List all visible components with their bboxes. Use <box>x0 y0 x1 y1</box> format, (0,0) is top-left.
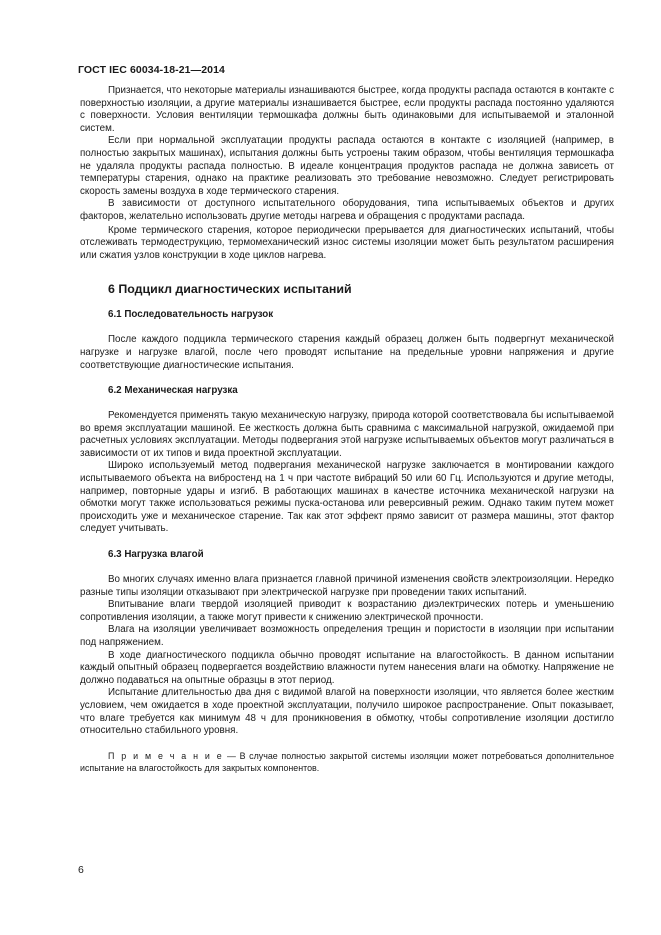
section-6-3-paragraph-5: Испытание длительностью два дня с видимой влагой на поверхности изоляции, что является более жестким условием, чем ожидается в ходе проектной эксплуатации, получило широкое распространение. Опыт показывает, что влаге требуется как минимум 48 ч для проникновения в обмотку, чтобы сопротивление изоляции достигло относительно стабильного уровня. <box>80 687 614 737</box>
page-number: 6 <box>78 864 84 876</box>
section-6-2-heading: 6.2 Механическая нагрузка <box>108 385 238 397</box>
intro-paragraph-2: Если при нормальной эксплуатации продукты распада остаются в контакте с изоляцией (например, в полностью закрытых машинах), испытания должны быть устроены таким образом, чтобы вентиляция термошкафа не удаляла продукты распада полностью. В идеале концентрация продуктов распада не должна зависеть от температуры старения, однако на практике реализовать это требование невозможно. Следует регистрировать скорость замены воздуха в ходе термического старения. <box>80 135 614 197</box>
section-6-3-paragraph-1: Во многих случаях именно влага признается главной причиной изменения свойств электроизоляции. Нередко разные типы изоляции отказывают при электрической нагрузке при проведении таких испытаний. <box>80 574 614 598</box>
section-6-1-heading: 6.1 Последовательность нагрузок <box>108 309 274 321</box>
intro-paragraph-1: Признается, что некоторые материалы изнашиваются быстрее, когда продукты распада остаются в контакте с поверхностью изоляции, а другие материалы изнашивается быстрее, если продукты распада постоянно удаляются с поверхности. Условия вентиляции термошкафа должны быть одинаковыми для испытываемой и эталонной систем. <box>80 85 614 134</box>
section-6-3-paragraph-2: Впитывание влаги твердой изоляцией приводит к возрастанию диэлектрических потерь и уменьшению сопротивления изоляции, а также могут привести к снижению электрической прочности. <box>80 599 614 623</box>
section-6-heading: 6 Подцикл диагностических испытаний <box>108 282 352 297</box>
section-6-1-paragraph-1: После каждого подцикла термического старения каждый образец должен быть подвергнут механической нагрузке и нагрузке влагой, после чего проводят испытание на предельные уровни напряжения и другие соответствующие диагностические испытания. <box>80 334 614 371</box>
section-6-3-heading: 6.3 Нагрузка влагой <box>108 549 204 561</box>
intro-paragraph-3: В зависимости от доступного испытательного оборудования, типа испытываемых объектов и других факторов, желательно использовать другие методы нагрева и обращения с продуктами распада. <box>80 198 614 222</box>
intro-paragraph-4: Кроме термического старения, которое периодически прерывается для диагностических испытаний, чтобы отслеживать термодеструкцию, термомеханический износ системы изоляции может быть результатом расширения или сжатия узлов конструкции в ходе циклов нагрева. <box>80 224 614 261</box>
section-6-2-paragraph-1: Рекомендуется применять такую механическую нагрузку, природа которой соответствовала бы испытываемой во время эксплуатации машиной. Ее жесткость должна быть сравнима с максимальной нагрузкой, ожидаемой при расчетных условиях эксплуатации. Методы подвергания этой нагрузке испытываемых объектов могут различаться в зависимости от их типов и вида проектной эксплуатации. <box>80 410 614 459</box>
note-text: — В случае полностью закрытой системы изоляции может потребоваться дополнительное испытание на влагостойкость для закрытых компонентов. <box>80 750 615 773</box>
note <box>80 750 614 774</box>
section-6-3-paragraph-3: Влага на изоляции увеличивает возможность определения трещин и пористости в изоляции при испытании под напряжением. <box>80 624 614 648</box>
document-body <box>80 85 614 774</box>
section-6-3-paragraph-4: В ходе диагностического подцикла обычно проводят испытание на влагостойкость. В данном испытании каждый опытный образец подвергается воздействию влажности путем нанесения влаги на обмотку. Напряжение не должно подаваться на опытные образцы в этот период. <box>80 649 614 686</box>
note-label: П р и м е ч а н и е <box>108 750 224 761</box>
section-6-2-paragraph-2: Широко используемый метод подвергания механической нагрузке заключается в монтировании каждого испытываемого объекта на вибростенд на 1 ч при частоте вибраций 50 или 60 Гц. Используются и другие методы, например, повторные удары и изгиб. В работающих машинах в качестве источника механической нагрузки на обмотки могут также использоваться режимы пуска-останова или реверсивный режим. Однако таким путем может происходить уже и механическое старение. Так как этот эффект прямо зависит от размера машины, этот фактор следует учитывать. <box>80 460 614 535</box>
document-header: ГОСТ IEC 60034-18-21—2014 <box>78 64 225 76</box>
